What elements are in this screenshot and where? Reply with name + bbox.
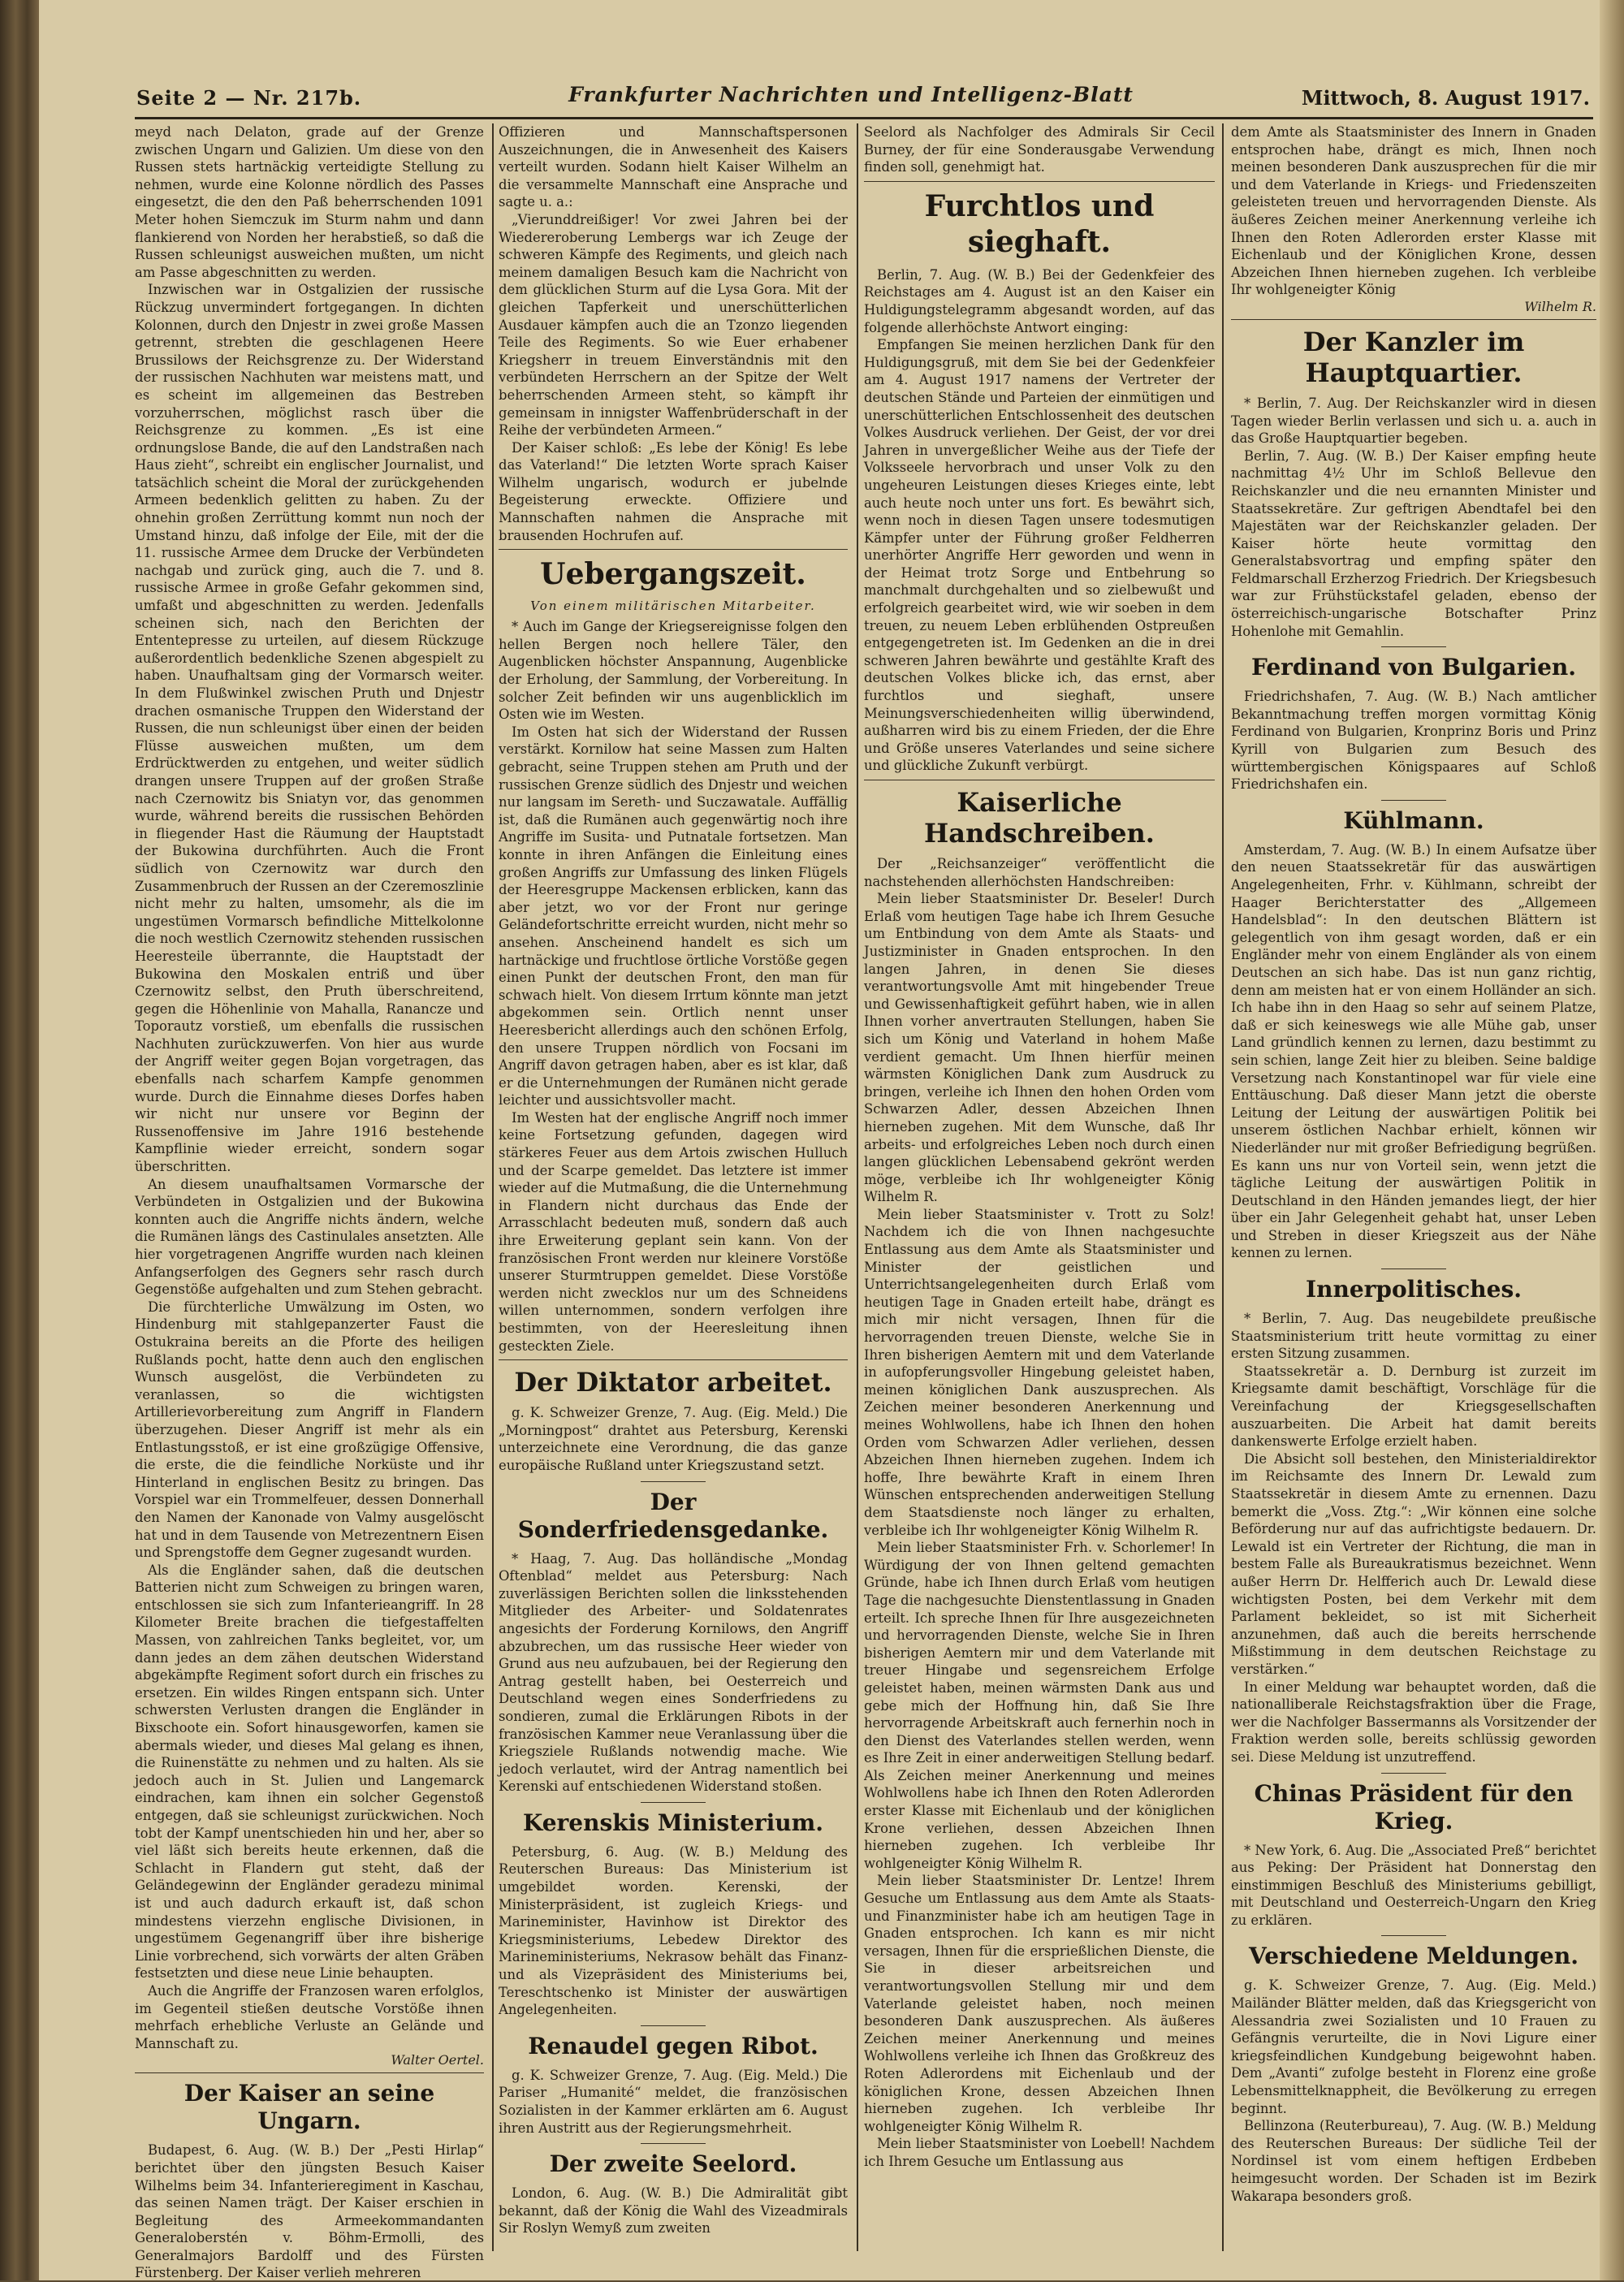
paragraph: Berlin, 7. Aug. (W. B.) Der Kaiser empfing heute nachmittag 4½ Uhr im Schloß Bellevue den Reichskanzler und die neu ernannten Minister und Staatssekretäre. Zur geftrigen Abendtafel bei den Majestäten war der Reichskanzler geladen. Der Kaiser hörte heute vormittag den Generalstabsvortrag und empfing später den Feldmarschall Erzherzog Friedrich. Der Kriegsbesuch war zur Frühstückstafel geladen, ebenso der österreichisch-ungarische Botschafter Prinz Hohenlohe mit Gemahlin. <box>1231 447 1596 639</box>
masthead-title: Frankfurter Nachrichten und Intelligenz-Blatt <box>568 83 1134 106</box>
paragraph: * New York, 6. Aug. Die „Associated Preß“ berichtet aus Peking: Der Präsident hat Donnerstag den einstimmigen Beschluß des Ministeriums gebilligt, mit Deutschland und Oesterreich-Ungarn den Krieg zu erklären. <box>1231 1842 1596 1928</box>
column-3 <box>864 123 1215 2251</box>
article-headline: Uebergangszeit. <box>540 557 806 592</box>
paragraph: * Berlin, 7. Aug. Der Reichskanzler wird in diesen Tagen wieder Berlin verlassen und sich u. a. auch in das Große Hauptquartier begeben. <box>1231 395 1596 447</box>
article-headline: Ferdinand von Bulgarien. <box>1250 654 1577 681</box>
issue-date: Mittwoch, 8. August 1917. <box>1301 86 1590 110</box>
page-header <box>136 80 1590 119</box>
article-headline: Renaudel gegen Ribot. <box>528 2032 818 2059</box>
paragraph: meyd nach Delaton, grade auf der Grenze zwischen Ungarn und Galizien. Um diese von den Russen stets hartnäckig verteidigte Stellung zu nehmen, wurde eine Kolonne nördlich des Passes eingesetzt, die den den Paß beherrschenden 1091 Meter hohen Siemczuk im Sturm nahm und dann flankierend von Norden her herabstieß, so daß die Russen schleunigst ausweichen mußten, um nicht am Passe abgeschnitten zu werden. <box>135 124 484 280</box>
column-1 <box>135 123 484 2281</box>
divider <box>641 2025 706 2026</box>
paragraph: In einer Meldung war behauptet worden, daß die nationalliberale Reichstagsfraktion über die Frage, wer die Nachfolger Bassermanns als Vorsitzender der Fraktion werden solle, bereits schlüssig geworden sei. Diese Meldung ist unzutreffend. <box>1231 1679 1596 1765</box>
article-headline: Der zweite Seelord. <box>549 2150 797 2178</box>
paragraph: Amsterdam, 7. Aug. (W. B.) In einem Aufsatze über den neuen Staatssekretär für das auswärtigen Angelegenheiten, Frhr. v. Kühlmann, schreibt der Haager Berichterstatter des „Allgemeen Handelsblad“: In den deutschen Blättern ist gelegentlich von ihm gesagt worden, daß er ein Engländer mehr von einem Engländer als von einem Deutschen an sich habe. Das ist nun ganz richtig, denn am meisten hat er von einem Holländer an sich. Ich habe ihn in den Haag so sehr auf seinem Platze, daß er sich keineswegs wie alle Mühe gab, unser Land gründlich kennen zu lernen, dazu bestimmt zu sein schien, lange Zeit hier zu bleiben. Seine baldige Versetzung nach Konstantinopel war für viele eine Enttäuschung. Daß dieser Mann jetzt die oberste Leitung der Leitung der auswärtigen Politik bei unserem östlichen Nachbar erhielt, können wir Niederländer nur mit großer Befriedigung begrüßen. Es kann uns nur von Vorteil sein, wenn jetzt die tägliche Leitung der auswärtigen Politik in Deutschland in den Händen jemandes liegt, der hier über ein Jahr Gelegenheit gehabt hat, unser Leben und Streben in dieser Kriegszeit aus der Nähe kennen zu lernen. <box>1231 841 1596 1261</box>
article-headline: Kühlmann. <box>1343 806 1484 834</box>
paragraph: * Haag, 7. Aug. Das holländische „Mondag Oftenblad“ meldet aus Petersburg: Nach zuverlässigen Berichten sollen die linksstehenden Mitglieder des Arbeiter- und Soldatenrates angesichts der Forderung Kornilows, den Angriff abzubrechen, um das russische Heer wieder von Grund aus neu aufzubauen, bei der Regierung den Antrag gestellt haben, bei Oesterreich und Deutschland wegen eines Sonderfriedens zu sondieren, zumal die Erklärungen Ribots in der französischen Kammer neue Veranlassung über die Kriegsziele Rußlands notwendig mache. Wie jedoch verlautet, wird der Antrag namentlich bei Kerenski auf entschiedenen Widerstand stoßen. <box>499 1550 848 1795</box>
paragraph: „Vierunddreißiger! Vor zwei Jahren bei der Wiedereroberung Lembergs war ich Zeuge der schweren Kämpfe des Regiments, und gleich nach meinem damaligen Besuch kam die Nachricht von dem glücklichen Sturm auf die Lysa Gora. Mit der gleichen Tapferkeit und unerschütterlichen Ausdauer kämpfen auch die an Tzonzo liegenden Teile des Regiments. So wie Euer erhabener Kriegsherr in treuem Einverständnis mit den verbündeten Herrschern an der Spitze der Welt beherrschenden Armeen steht, so kämpft ihr gemeinsam in innigster Waffenbrüderschaft in der Reihe der verbündeten Armeen.“ <box>499 211 848 439</box>
paragraph: Im Osten hat sich der Widerstand der Russen verstärkt. Kornilow hat seine Massen zum Halten gebracht, seine Truppen stehen am Pruth und der russischen Grenze südlich des Dnjestr und weichen nur langsam im Sereth- und Suczawatale. Auffällig ist, daß die Rumänen auch gegenwärtig noch ihre Angriffe im Susita- und Putnatale fortsetzen. Man konnte in ihren Anfängen die Einleitung eines großen Angriffs zur Umfassung des linken Flügels der Heeresgruppe Mackensen erblicken, kann das aber jetzt, wo vor der Front nur geringe Geländefortschritte erreicht wurden, nicht mehr so ansehen. Anscheinend handelt es sich um hartnäckige und fruchtlose örtliche Vorstöße gegen einen Punkt der deutschen Front, den man für schwach hielt. Von diesem Irrtum könnte man jetzt abgekommen sein. Ortlich nennt unser Heeresbericht allerdings auch den schönen Erfolg, den unsere Truppen nördlich von Focsani im Angriff davon getragen haben, aber es ist klar, daß er die Unternehmungen der Rumänen nicht gerade leichter und aussichtsvoller macht. <box>499 724 848 1109</box>
paragraph: Offizieren und Mannschaftspersonen Auszeichnungen, die in Anwesenheit des Kaisers verteilt wurden. Sodann hielt Kaiser Wilhelm an die versammelte Mannschaft eine Ansprache und sagte u. a.: <box>499 124 848 210</box>
article-headline: Chinas Präsident für den Krieg. <box>1254 1779 1574 1835</box>
article-headline: Der Kanzler im Hauptquartier. <box>1302 326 1525 388</box>
paragraph: Mein lieber Staatsminister Dr. Lentze! Ihrem Gesuche um Entlassung aus dem Amte als Staats- und Finanzminister habe ich am heutigen Tage in Gnaden entsprochen. Ich kann es mir nicht versagen, Ihnen für die ersprießlichen Dienste, die Sie in dieser arbeitsreichen und verantwortungsvollen Stellung mir und dem Vaterlande geleistet haben, noch meinen besonderen Dank auszusprechen. Als äußeres Zeichen meiner Anerkennung und meines Wohlwollens verleihe ich Ihnen das Großkreuz des Roten Adlerordens mit Eichenlaub und der königlichen Krone, dessen Abzeichen Ihnen hierneben zugehen. Ich verbleibe Ihr wohlgeneigter König Wilhelm R. <box>864 1873 1215 2134</box>
article-headline: Furchtlos und sieghaft. <box>924 188 1155 259</box>
paragraph: Bellinzona (Reuterbureau), 7. Aug. (W. B.) Meldung des Reuterschen Bureaus: Der südliche Teil der Nordinsel ist vom einem heftigen Erdbeben heimgesucht worden. Der Schaden ist im Bezirk Wakarapa besonders groß. <box>1231 2118 1596 2204</box>
book-spine <box>0 0 39 2280</box>
paragraph: Als die Engländer sahen, daß die deutschen Batterien nicht zum Schweigen zu bringen waren, entschlossen sie sich zum Infanterieangriff. In 28 Kilometer Breite brachen die tiefgestaffelten Massen, von zahlreichen Tanks begleitet, vor, um dann jedes an dem zähen deutschen Widerstand abgekämpfte Regiment sofort durch ein frisches zu ersetzen. Ein wildes Ringen entspann sich. Unter schwersten Verlusten drangen die Engländer in Bixschoote ein. Sofort hinausgeworfen, kamen sie abermals wieder, und dieses Mal gelang es ihnen, die Ruinenstätte zu nehmen und zu halten. Als sie jedoch auch in St. Julien und Langemarck eindrachen, kam ihnen ein solcher Gegenstoß entgegen, daß sie schleunigst zurückwichen. Noch tobt der Kampf unentschieden hin und her, aber so viel läßt sich bereits heute erkennen, daß die Schlacht in Flandern gut steht, daß der Geländegewinn der Engländer geradezu minimal ist und auch dadurch erkauft ist, daß schon mindestens vierzehn englische Divisionen, in ungestümem Gegenangriff über ihre bisherige Linie vorbrechend, sich vorwärts der alten Gräben festsetzten und diese neue Linie behaupten. <box>135 1562 484 1982</box>
page-edge <box>1600 0 1624 2280</box>
paragraph: Seelord als Nachfolger des Admirals Sir Cecil Burney, der für eine Sonderausgabe Verwendung finden soll, genehmigt hat. <box>864 124 1215 175</box>
header-rule <box>135 117 1593 119</box>
paragraph: Mein lieber Staatsminister Dr. Beseler! Durch Erlaß vom heutigen Tage habe ich Ihrem Gesuche um Entbindung von dem Amte als Staats- und Justizminister in Gnaden entsprochen. In den langen Jahren, in denen Sie dieses verantwortungsvolle Amt mit hingebender Treue und Gewissenhaftigkeit geführt haben, wie in allen Ihnen vorher anvertrauten Stellungen, haben Sie sich um König und Vaterland in hohem Maße verdient gemacht. Um Ihnen hierfür meinen wärmsten Königlichen Dank zum Ausdruck zu bringen, verleihe ich Ihnen den hohen Orden vom Schwarzen Adler, dessen Abzeichen Ihnen hierneben zugehen. Mit dem Wunsche, daß Ihr arbeits- und erfolgreiches Leben noch durch einen langen glücklichen Lebensabend gekrönt werden möge, verbleibe ich Ihr wohlgeneigter König Wilhelm R. <box>864 891 1215 1205</box>
paragraph: Budapest, 6. Aug. (W. B.) Der „Pesti Hirlap“ berichtet über den jüngsten Besuch Kaiser Wilhelms beim 34. Infanterieregiment in Kaschau, das seinen Namen trägt. Der Kaiser erschien in Begleitung des Armeekommandanten Generaloberstén v. Böhm-Ermolli, des Generalmajors Bardolff und des Fürsten Fürstenberg. Der Kaiser verlieh mehreren <box>135 2142 484 2281</box>
divider <box>1381 1773 1446 1774</box>
article-headline: Kaiserliche Handschreiben. <box>924 787 1155 849</box>
columns <box>135 123 1596 2281</box>
paragraph: Der „Reichsanzeiger“ veröffentlicht die nachstehenden allerhöchsten Handschreiben: <box>864 856 1215 889</box>
paragraph: Berlin, 7. Aug. (W. B.) Bei der Gedenkfeier des Reichstages am 4. August ist an den Kaiser ein Huldigungstelegramm abgesandt worden, auf das folgende allerhöchste Antwort einging: <box>864 266 1215 335</box>
divider <box>1381 800 1446 801</box>
paragraph: London, 6. Aug. (W. B.) Die Admiralität gibt bekannt, daß der König die Wahl des Vizeadmirals Sir Roslyn Wemyß zum zweiten <box>499 2185 848 2237</box>
paragraph: Die Absicht soll bestehen, den Ministerialdirektor im Reichsamte des Innern Dr. Lewald zum Staatssekretär in diesem Amte zu ernennen. Dazu bemerkt die „Voss. Ztg.“: „Wir können eine solche Beförderung nur auf das aufrichtigste bedauern. Dr. Lewald ist ein Vertreter der Richtung, die man in bestem Falle als Bureaukratismus bezeichnet. Wenn außer Herrn Dr. Helfferich auch Dr. Lewald diese wichtigsten Posten, bei dem Verkehr mit dem Parlament bekleidet, so ist mit Sicherheit anzunehmen, daß auch die bereits herrschende Mißstimmung in dem deutschen Reichstage zu verstärken.“ <box>1231 1450 1596 1677</box>
paragraph: Die fürchterliche Umwälzung im Osten, wo Hindenburg mit stahlgepanzerter Faust die Ostukraina bereits an die Pforte des heiligen Rußlands pocht, hatte denn auch den englischen Wunsch ausgelöst, die Verbündeten zu veranlassen, so die wichtigsten Artillerievorbereitung zum Angriff in Flandern überzugehen. Dieser Angriff ist mehr als ein Entlastungsstoß, er ist eine großzügige Offensive, die erste, die die feindliche Norküste und ihr Hinterland in englischen Besitz zu bringen. Das Vorspiel war ein Trommelfeuer, dessen Donnerhall den Namen der Kanonade von Valmy ausgelöscht hat und in dem Tausende von Metrezentnern Eisen und Sprengstoffe dem Gegner zugesandt wurden. <box>135 1299 484 1561</box>
author-signature: Walter Oertel. <box>391 2052 484 2068</box>
divider <box>1381 1268 1446 1269</box>
paragraph: Der Kaiser schloß: „Es lebe der König! Es lebe das Vaterland!“ Die letzten Worte sprach Kaiser Wilhelm ungarisch, wodurch er jubelnde Begeisterung erweckte. Offiziere und Mannschaften nahmen die Ansprache mit brausenden Hochrufen auf. <box>499 439 848 543</box>
article-headline: Kerenskis Ministerium. <box>522 1809 824 1836</box>
paragraph: An diesem unaufhaltsamen Vormarsche der Verbündeten in Ostgalizien und der Bukowina konnten auch die Angriffe nichts ändern, welche die Rumänen längs des Castinulales ansetzten. Alle hier vorgetragenen Angriffe wurden nach kleinen Anfangserfolgen des Gegners sehr rasch durch Gegenstöße aufgehalten und zum Stehen gebracht. <box>135 1176 484 1298</box>
page-number: Seite 2 — Nr. 217b. <box>136 86 362 110</box>
royal-signature: Wilhelm R. <box>1524 298 1596 314</box>
column-4 <box>1231 123 1596 2251</box>
paragraph: * Auch im Gange der Kriegsereignisse folgen den hellen Bergen noch hellere Täler, den Augenblicken höchster Anspannung, Augenblicke der Erholung, der Sammlung, der Vorbereitung. In solcher Zeit befinden wir uns augenblicklich im Osten wie im Westen. <box>499 619 848 723</box>
paragraph: g. K. Schweizer Grenze, 7. Aug. (Eig. Meld.) Die „Morningpost“ drahtet aus Petersburg, Kerenski unterzeichnete eine Verordnung, die das ganze europäische Rußland unter Kriegszustand setzt. <box>499 1405 848 1473</box>
paragraph: Mein lieber Staatsminister Frh. v. Schorlemer! In Würdigung der von Ihnen geltend gemachten Gründe, habe ich Ihnen durch Erlaß vom heutigen Tage die nachgesuchte Dienstentlassung in Gnaden erteilt. Ich spreche Ihnen für Ihre ausgezeichneten und hervorragenden Dienste, welche Sie in Ihren bisherigen Aemtern mir und dem Vaterlande mit treuer Hingabe und segensreichem Erfolge geleistet haben, meinen wärmsten Dank aus und gebe mich der Hoffnung hin, daß Sie Ihre hervorragende Arbeitskraft auch fernerhin noch in den Dienst des Vaterlandes stellen werden, wenn es Ihre Zeit in einer anderweitigen Stellung bedarf. Als Zeichen meiner Anerkennung und meines Wohlwollens habe ich Ihnen den Roten Adlerorden erster Klasse mit Eichenlaub und der königlichen Krone verliehen, dessen Abzeichen Ihnen hierneben zugehen. Ich verbleibe Ihr wohlgeneigter König Wilhelm R. <box>864 1540 1215 1871</box>
article-headline: Der Diktator arbeitet. <box>514 1367 832 1398</box>
article-headline: Verschiedene Meldungen. <box>1249 1943 1579 1970</box>
paragraph: g. K. Schweizer Grenze, 7. Aug. (Eig. Meld.) Die Pariser „Humanité“ meldet, die französischen Sozialisten in der Kammer erklärten am 6. August ihren Austritt aus der Regierungsmehrheit. <box>499 2067 848 2136</box>
divider <box>135 2072 484 2073</box>
article-headline: Innerpolitisches. <box>1306 1276 1522 1303</box>
article-headline: Der Sonderfriedensgedanke. <box>517 1488 829 1543</box>
paragraph: Staatssekretär a. D. Dernburg ist zurzeit im Kriegsamte damit beschäftigt, Vorschläge für die Vereinfachung der Kriegsgesellschaften auszuarbeiten. Die Arbeit hat damit bereits dankenswerte Erfolge erzielt haben. <box>1231 1363 1596 1450</box>
divider <box>1381 1935 1446 1936</box>
newspaper-page <box>39 0 1600 2280</box>
paragraph: Mein lieber Staatsminister von Loebell! Nachdem ich Ihrem Gesuche um Entlassung aus <box>864 2136 1215 2169</box>
divider <box>641 1802 706 1803</box>
article-byline: Von einem militärischen Mitarbeiter. <box>530 599 816 614</box>
divider <box>864 181 1215 182</box>
article-headline: Der Kaiser an seine Ungarn. <box>184 2080 435 2135</box>
paragraph: dem Amte als Staatsminister des Innern in Gnaden entsprochen habe, drängt es mich, Ihnen noch meinen besonderen Dank auszusprechen für die mir und dem Vaterlande in Kriegs- und Friedenszeiten geleisteten treuen und hervorragenden Dienste. Als äußeres Zeichen meiner Anerkennung verleihe ich Ihnen den Roten Adlerorden erster Klasse mit Eichenlaub und der Königlichen Krone, dessen Abzeichen Ihnen hierneben zugehen. Ich verbleibe Ihr wohlgeneigter König <box>1231 124 1596 298</box>
paragraph: Empfangen Sie meinen herzlichen Dank für den Huldigungsgruß, mit dem Sie bei der Gedenkfeier am 4. August 1917 namens der Vertreter der deutschen Stände und Parteien der einmütigen und unerschütterlichen Entschlossenheit des deutschen Volkes Ausdruck verliehen. Der Geist, der vor drei Jahren in unvergeßlicher Weihe aus der Tiefe der Volksseele hervorbrach und unser Volk zu den ungeheuren Leistungen dieses Krieges einte, lebt auch heute noch unter uns fort. Es bewährt sich, wenn noch in diesen Tagen unsere todesmutigen Kämpfer unter der Führung großer Feldherren unerhörter Angriffe Herr geworden und wenn in der Heimat trotz Sorge und Entbehrung so manchmalt durchgehalten und so zielbewußt und erfolgreich gearbeitet wird, wie wir soeben in dem treuen, zu neuem Leben erblühenden Ostpreußen entgegengetreten ist. Im Gedenken an die in drei schweren Jahren bewährte und gestählte Kraft des deutschen Volkes blicke ich, das ernst, aber furchtlos und sieghaft, unsere Meinungsverschiedenheiten willig überwindend, außharren wird bis zu einem Frieden, der die Ehre und Größe unseres Vaterlandes und seine sichere und glückliche Zukunft verbürgt. <box>864 337 1215 774</box>
paragraph: Petersburg, 6. Aug. (W. B.) Meldung des Reuterschen Bureaus: Das Ministerium ist umgebildet worden. Kerenski, der Ministerpräsident, ist zugleich Kriegs- und Marineminister, Havinhow ist Direktor des Kriegsministeriums, Lebedew Direktor des Marineministeriums, Nekrasow behält das Finanz- und als Vizepräsident des Ministeriums bei, Tereschtschenko ist Minister der auswärtigen Angelegenheiten. <box>499 1843 848 2018</box>
divider <box>641 2143 706 2144</box>
paragraph: Im Westen hat der englische Angriff noch immer keine Fortsetzung gefunden, dagegen wird stärkeres Feuer aus dem Artois zwischen Hulluch und der Scarpe gemeldet. Das letztere ist immer wieder auf die Mutmaßung, die die Unternehmung in Flandern nicht durchaus das Ende der Arrasschlacht bedeuten muß, sondern daß auch ihre Erweiterung geplant sein kann. Von der französischen Front werden nur kleinere Vorstöße unserer Sturmtruppen gemeldet. Diese Vorstöße werden nicht zwecklos nur um des Schneidens willen unternommen, sondern verfolgen ihre bestimmten, von der Heeresleitung ihnen gesteckten Ziele. <box>499 1109 848 1354</box>
paragraph: Auch die Angriffe der Franzosen waren erfolglos, im Gegenteil stießen deutsche Vorstöße ihnen mehrfach erhebliche Verluste an Gelände und Mannschaft zu. <box>135 1982 484 2051</box>
paragraph: g. K. Schweizer Grenze, 7. Aug. (Eig. Meld.) Mailänder Blätter melden, daß das Kriegsgericht von Alessandria zwei Sozialisten und 10 Frauen zu Gefängnis verurteilte, die in Novi Ligure einer kriegsfeindlichen Kundgebung beigewohnt haben. Dem „Avanti“ zufolge besteht in Florenz eine große Lebensmittelknappheit, die Bevölkerung zu erregen beginnt. <box>1231 1977 1596 2116</box>
divider <box>499 1359 848 1360</box>
divider <box>1381 646 1446 647</box>
paragraph: Friedrichshafen, 7. Aug. (W. B.) Nach amtlicher Bekanntmachung treffen morgen vormittag König Ferdinand von Bulgarien, Kronprinz Boris und Prinz Kyrill von Bulgarien zum Besuch des württembergischen Königspaares auf Schloß Friedrichshafen ein. <box>1231 689 1596 793</box>
paragraph: * Berlin, 7. Aug. Das neugebildete preußische Staatsministerium tritt heute vormittag zu einer ersten Sitzung zusammen. <box>1231 1311 1596 1362</box>
paragraph: Mein lieber Staatsminister v. Trott zu Solz! Nachdem ich die von Ihnen nachgesuchte Entlassung aus dem Amte als Staatsminister und Minister der geistlichen und Unterrichtsangelegenheiten durch Erlaß vom heutigen Tage in Gnaden erteilt habe, drängt es mich mir nicht versagen, Ihnen für die hervorragenden treuen Dienste, welche Sie in Ihren bisherigen Aemtern mit und dem Vaterlande in aufopferungsvoller Hingebung geleistet haben, meinen königlichen Dank auszusprechen. Als Zeichen meiner besonderen Anerkennung und meines Wohlwollens, habe ich Ihnen den hohen Orden vom Schwarzen Adler verliehen, dessen Abzeichen Ihnen hierneben zugehen. Indem ich hoffe, Ihre bewährte Kraft in einem Ihren Wünschen entsprechenden anderweitigen Stellung dem Staatsdienste noch länger zu erhalten, verbleibe ich Ihr wohlgeneigter König Wilhelm R. <box>864 1206 1215 1538</box>
column-2 <box>499 123 848 2251</box>
divider <box>641 1481 706 1482</box>
divider <box>1231 319 1596 320</box>
paragraph: Inzwischen war in Ostgalizien der russische Rückzug unvermindert fortgegangen. In dichten Kolonnen, durch den Dnjestr in zwei große Massen getrennt, strebten die geschlagenen Heere Brussilows der Reichsgrenze zu. Der Widerstand der russischen Nachhuten war meistens matt, und es scheint im allgemeinen das Bestreben vorzuherrschen, möglichst rasch über die Reichsgrenze zu kommen. „Es ist eine ordnungslose Bande, die auf den Landstraßen nach Haus zieht“, schreibt ein englischer Journalist, und tatsächlich scheint die Moral der zurückgehenden Armeen bedenklich gelitten zu haben. Zu der ohnehin großen Zerrüttung kommt nun noch der Umstand hinzu, daß infolge der Eile, mit der die 11. russische Armee dem Drucke der Verbündeten nachgab und zurück ging, auch die 7. und 8. russische Armee in große Gefahr gekommen sind, umfaßt und abgeschnitten zu werden. Jedenfalls scheinen sich, nach den Berichten der Ententepresse zu urteilen, auf diesem Rückzuge außerordentlich bedenkliche Szenen abgespielt zu haben. Unaufhaltsam ging der Vormarsch weiter. In dem Flußwinkel zwischen Pruth und Dnjestr drachen osmanische Truppen den Widerstand der Russen, die nun schleunigst über einen der beiden Flüsse ausweichen mußten, um dem Erdrücktwerden zu entgehen, und weiter südlich drangen unsere Truppen auf der großen Straße nach Czernowitz bis Sniatyn vor, das genommen wurde, während bereits die russischen Behörden in fliegender Hast die Räumung der Hauptstadt der Bukowina durchführten. Auch die Front südlich von Czernowitz war durch den Zusammenbruch der Russen an der Czeremoszlinie nicht mehr zu halten, umsomehr, als die im ungestümen Vormarsch befindliche Mittelkolonne die noch westlich Czernowitz stehenden russischen Heeresteile überrannte, die Hauptstadt der Bukowina den Moskalen entriß und über Czernowitz selbst, den Pruth überschreitend, gegen die Höhenlinie von Mahalla, Ranancze und Toporautz vorstieß, um ebenfalls die russischen Nachhuten zurückzuwerfen. Von hier aus wurde der Angriff weiter gegen Bojan vorgetragen, das ebenfalls nach scharfem Kampfe genommen wurde. Durch die Einnahme dieses Dorfes haben wir nicht nur unsere vor Beginn der Russenoffensive im Jahre 1916 bestehende Kampflinie wieder erreicht, sondern sogar überschritten. <box>135 282 484 1175</box>
divider <box>499 549 848 550</box>
